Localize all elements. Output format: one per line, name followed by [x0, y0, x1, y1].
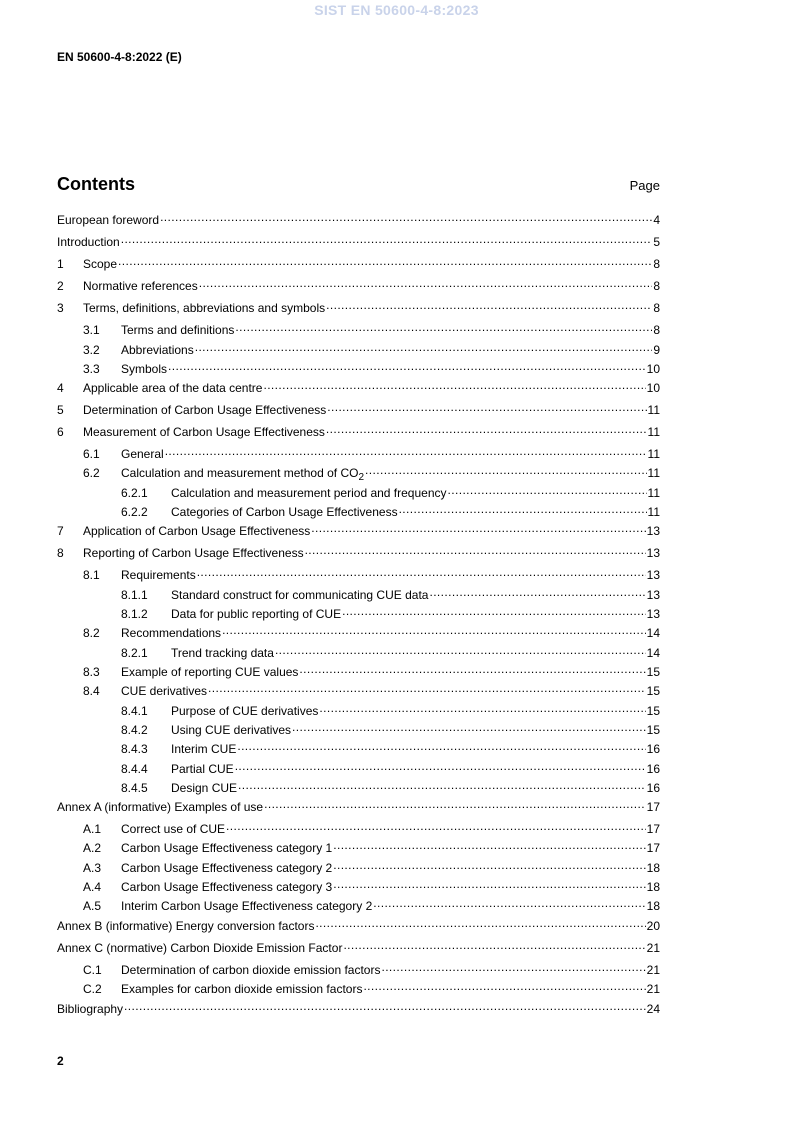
toc-entry-title-text: Abbreviations — [121, 343, 194, 357]
toc-entry-title — [57, 941, 342, 956]
toc-entry[interactable] — [57, 545, 660, 560]
toc-entry-number: 8.4.2 — [121, 723, 148, 737]
toc-dot-leader — [118, 256, 652, 268]
toc-entry[interactable] — [57, 256, 660, 271]
toc-entry-title — [171, 607, 341, 622]
toc-entry-page: 8 — [653, 323, 660, 337]
toc-entry-number: A.4 — [83, 880, 102, 894]
toc-entry-title — [121, 626, 221, 641]
toc-dot-leader — [315, 918, 645, 930]
toc-entry-title-text: Standard construct for communicating CUE data — [171, 588, 429, 602]
toc-entry[interactable] — [57, 981, 660, 996]
toc-entry[interactable] — [57, 879, 660, 894]
toc-entry[interactable] — [57, 504, 660, 519]
toc-dot-leader — [299, 664, 645, 676]
toc-dot-leader — [305, 545, 646, 557]
toc-entry-title — [83, 524, 310, 539]
toc-entry[interactable] — [57, 840, 660, 855]
toc-entry-title-text: Symbols — [121, 362, 168, 376]
toc-entry-page: 21 — [646, 982, 660, 996]
toc-entry-title-text: Design CUE — [171, 781, 238, 795]
toc-entry-page: 18 — [646, 899, 660, 913]
toc-entry-title-text: Applicable area of the data centre — [83, 381, 263, 395]
toc-entry-title — [83, 381, 262, 396]
toc-entry-title-text: Example of reporting CUE values — [121, 665, 299, 679]
toc-entry-title — [121, 665, 298, 680]
toc-dot-leader — [168, 361, 646, 373]
toc-entry-title — [121, 466, 364, 482]
toc-entry[interactable] — [57, 1001, 660, 1016]
toc-entry-title-text: Interim CUE — [171, 742, 237, 756]
toc-dot-leader — [160, 212, 652, 224]
toc-entry-title-text: Normative references — [83, 279, 198, 293]
toc-entry[interactable] — [57, 761, 660, 776]
toc-entry-title-text: Recommendations — [121, 626, 222, 640]
toc-entry-title — [171, 762, 234, 777]
toc-entry[interactable] — [57, 278, 660, 293]
toc-entry-title — [121, 861, 332, 876]
toc-entry-page: 13 — [646, 568, 660, 582]
toc-entry-title-text: Examples for carbon dioxide emission factors — [121, 982, 363, 996]
toc-entry-number: 6.2.1 — [121, 486, 148, 500]
toc-entry-title — [121, 899, 372, 914]
toc-entry[interactable] — [57, 741, 660, 756]
toc-entry-title-text: Carbon Usage Effectiveness category 3 — [121, 880, 333, 894]
toc-entry-title — [121, 323, 234, 338]
toc-entry-page: 11 — [647, 505, 660, 519]
toc-entry-number: A.3 — [83, 861, 102, 875]
toc-entry-title-text: Scope — [83, 257, 118, 271]
toc-entry-page: 24 — [646, 1002, 660, 1016]
toc-entry[interactable] — [57, 860, 660, 875]
toc-dot-leader — [235, 761, 646, 773]
toc-entry[interactable] — [57, 587, 660, 602]
toc-entry[interactable] — [57, 703, 660, 718]
toc-entry-title — [121, 982, 362, 997]
toc-entry[interactable] — [57, 940, 660, 955]
toc-entry-page: 21 — [646, 963, 660, 977]
toc-entry-number: C.2 — [83, 982, 102, 996]
toc-entry-page: 13 — [646, 607, 660, 621]
toc-entry-title — [83, 403, 326, 418]
toc-dot-leader — [165, 446, 647, 458]
toc-dot-leader — [326, 424, 647, 436]
toc-entry[interactable] — [57, 424, 660, 439]
toc-entry-subscript: 2 — [358, 472, 365, 483]
toc-entry-page: 15 — [646, 704, 660, 718]
toc-dot-leader — [363, 981, 645, 993]
toc-entry-page: 8 — [653, 257, 660, 271]
toc-entry[interactable] — [57, 567, 660, 582]
toc-entry-page: 5 — [653, 235, 660, 249]
toc-entry-number: 8 — [57, 546, 64, 560]
page-column-heading: Page — [629, 178, 660, 193]
toc-entry-number: 2 — [57, 279, 64, 293]
toc-entry[interactable] — [57, 465, 660, 483]
toc-entry[interactable] — [57, 446, 660, 461]
toc-entry[interactable] — [57, 234, 660, 249]
toc-entry-title-text: General — [121, 447, 164, 461]
toc-entry-page: 16 — [646, 781, 660, 795]
toc-entry-title — [171, 505, 398, 520]
toc-entry[interactable] — [57, 962, 660, 977]
toc-entry-number: 1 — [57, 257, 64, 271]
toc-entry-number: 6 — [57, 425, 64, 439]
toc-entry[interactable] — [57, 722, 660, 737]
toc-entry-number: 6.2 — [83, 466, 100, 480]
toc-entry-title-text: Terms and definitions — [121, 323, 235, 337]
toc-entry-number: 8.4.1 — [121, 704, 148, 718]
toc-entry-number: 8.1 — [83, 568, 100, 582]
toc-entry-title-text: Carbon Usage Effectiveness category 1 — [121, 841, 333, 855]
toc-entry-number: 8.2.1 — [121, 646, 148, 660]
toc-entry-number: 6.1 — [83, 447, 100, 461]
toc-entry-title-text: Data for public reporting of CUE — [171, 607, 342, 621]
toc-entry-page: 18 — [646, 880, 660, 894]
toc-entry-page: 11 — [647, 486, 660, 500]
toc-entry-number: 3.2 — [83, 343, 100, 357]
toc-entry-page: 17 — [646, 841, 660, 855]
toc-entry[interactable] — [57, 402, 660, 417]
toc-entry-title-text: Correct use of CUE — [121, 822, 226, 836]
toc-entry-number: A.2 — [83, 841, 102, 855]
toc-entry[interactable] — [57, 645, 660, 660]
toc-entry[interactable] — [57, 625, 660, 640]
toc-entry-title — [83, 257, 117, 272]
toc-entry-title-text: Calculation and measurement method of CO — [121, 466, 359, 480]
toc-entry-title-text: Determination of carbon dioxide emission factors — [121, 963, 381, 977]
toc-dot-leader — [238, 780, 646, 792]
toc-entry-title — [121, 362, 167, 377]
toc-entry-title — [171, 486, 447, 501]
toc-entry-page: 16 — [646, 762, 660, 776]
toc-entry-page: 11 — [647, 447, 660, 461]
toc-entry-title-text: Determination of Carbon Usage Effectiveness — [83, 403, 327, 417]
toc-entry-page: 11 — [647, 403, 660, 417]
toc-entry-title-text: Partial CUE — [171, 762, 234, 776]
toc-entry-title — [121, 880, 332, 895]
toc-entry-title-text: Annex C (normative) Carbon Dioxide Emission Factor — [57, 941, 343, 955]
toc-entry-page: 15 — [646, 665, 660, 679]
toc-entry-title — [121, 447, 164, 462]
toc-dot-leader — [275, 645, 646, 657]
toc-entry-number: 8.4.3 — [121, 742, 148, 756]
toc-entry-title-text: Application of Carbon Usage Effectiveness — [83, 524, 311, 538]
toc-entry-title — [121, 568, 196, 583]
toc-entry-title — [83, 301, 325, 316]
toc-entry-page: 20 — [646, 919, 660, 933]
toc-entry-title-text: Calculation and measurement period and frequency — [171, 486, 447, 500]
toc-dot-leader — [235, 322, 652, 334]
toc-entry-title — [171, 704, 318, 719]
toc-entry-title-text: Terms, definitions, abbreviations and symbols — [83, 301, 326, 315]
toc-entry-page: 17 — [646, 800, 660, 814]
toc-entry-number: 8.4 — [83, 684, 100, 698]
watermark: SIST EN 50600-4-8:2023 — [314, 2, 479, 18]
toc-entry-number: 8.2 — [83, 626, 100, 640]
toc-entry-title-text: CUE derivatives — [121, 684, 208, 698]
toc-entry[interactable] — [57, 212, 660, 227]
toc-entry[interactable] — [57, 300, 660, 315]
toc-dot-leader — [195, 342, 653, 354]
toc-dot-leader — [327, 402, 646, 414]
toc-entry-number: 5 — [57, 403, 64, 417]
toc-entry-page: 15 — [646, 723, 660, 737]
toc-dot-leader — [292, 722, 646, 734]
toc-entry-title — [121, 684, 207, 699]
toc-entry[interactable] — [57, 380, 660, 395]
toc-entry-title — [57, 800, 263, 815]
toc-entry-page: 8 — [653, 301, 660, 315]
toc-entry-number: 6.2.2 — [121, 505, 148, 519]
toc-entry-page: 16 — [646, 742, 660, 756]
toc-entry-page: 10 — [646, 362, 660, 376]
toc-entry-title-text: Bibliography — [57, 1002, 124, 1016]
toc-entry-number: 8.1.1 — [121, 588, 148, 602]
toc-dot-leader — [264, 799, 646, 811]
toc-entry-page: 4 — [653, 213, 660, 227]
toc-entry-number: 4 — [57, 381, 64, 395]
toc-entry-title-text: Carbon Usage Effectiveness category 2 — [121, 861, 333, 875]
toc-dot-leader — [121, 234, 653, 246]
toc-entry-title — [121, 822, 225, 837]
toc-entry-number: C.1 — [83, 963, 102, 977]
toc-entry-title — [171, 742, 236, 757]
toc-entry-page: 11 — [647, 466, 660, 480]
toc-dot-leader — [124, 1001, 646, 1013]
toc-dot-leader — [311, 523, 645, 535]
toc-entry[interactable] — [57, 918, 660, 933]
toc-dot-leader — [197, 567, 646, 579]
toc-entry-page: 11 — [647, 425, 660, 439]
toc-entry-page: 21 — [646, 941, 660, 955]
toc-entry-title — [57, 235, 120, 250]
toc-entry-page: 17 — [646, 822, 660, 836]
toc-entry-title-text: Annex A (informative) Examples of use — [57, 800, 264, 814]
toc-entry-number: A.5 — [83, 899, 102, 913]
toc-entry-title — [121, 963, 380, 978]
toc-entry-page: 13 — [646, 588, 660, 602]
toc-entry-title-text: Annex B (informative) Energy conversion factors — [57, 919, 315, 933]
toc-entry[interactable] — [57, 683, 660, 698]
toc-entry[interactable] — [57, 799, 660, 814]
toc-entry-number: 8.1.2 — [121, 607, 148, 621]
toc-entry-number: 3.3 — [83, 362, 100, 376]
toc-entry-title — [171, 588, 428, 603]
toc-entry-page: 10 — [646, 381, 660, 395]
toc-entry-title-text: European foreword — [57, 213, 160, 227]
toc-entry[interactable] — [57, 821, 660, 836]
toc-entry-number: 3.1 — [83, 323, 100, 337]
toc-entry-title — [83, 425, 325, 440]
toc-entry-title — [57, 213, 159, 228]
toc-entry[interactable] — [57, 780, 660, 795]
toc-entry-page: 18 — [646, 861, 660, 875]
toc-entry-title — [121, 841, 332, 856]
toc-dot-leader — [343, 940, 645, 952]
toc-entry-page: 8 — [653, 279, 660, 293]
toc-entry[interactable] — [57, 664, 660, 679]
toc-entry[interactable] — [57, 606, 660, 621]
toc-dot-leader — [263, 380, 645, 392]
toc-entry-number: 8.3 — [83, 665, 100, 679]
toc-dot-leader — [237, 741, 645, 753]
toc-entry-title-text: Categories of Carbon Usage Effectiveness — [171, 505, 398, 519]
toc-entry-number: 8.4.5 — [121, 781, 148, 795]
page-number: 2 — [57, 1054, 64, 1068]
toc-dot-leader — [226, 821, 646, 833]
toc-entry[interactable] — [57, 898, 660, 913]
toc-entry-title-text: Introduction — [57, 235, 120, 249]
toc-dot-leader — [199, 278, 653, 290]
document-id: EN 50600-4-8:2022 (E) — [57, 50, 182, 64]
toc-entry-number: 3 — [57, 301, 64, 315]
toc-entry-title-text: Reporting of Carbon Usage Effectiveness — [83, 546, 304, 560]
toc-entry[interactable] — [57, 361, 660, 376]
toc-entry-title-text: Trend tracking data — [171, 646, 274, 660]
toc-dot-leader — [319, 703, 645, 715]
toc-entry-page: 14 — [646, 626, 660, 640]
contents-heading: Contents — [57, 174, 135, 194]
toc-entry-number: 7 — [57, 524, 64, 538]
toc-entry-title-text: Interim Carbon Usage Effectiveness category 2 — [121, 899, 373, 913]
toc-entry-number: 8.4.4 — [121, 762, 148, 776]
toc-entry-title-text: Measurement of Carbon Usage Effectiveness — [83, 425, 325, 439]
toc-entry[interactable] — [57, 322, 660, 337]
toc-entry-title — [171, 646, 274, 661]
toc-dot-leader — [333, 879, 645, 891]
toc-entry-title-text: Requirements — [121, 568, 196, 582]
toc-entry[interactable] — [57, 485, 660, 500]
toc-dot-leader — [365, 465, 647, 477]
toc-entry-title — [57, 1002, 123, 1017]
toc-dot-leader — [326, 300, 652, 312]
toc-entry-title-text: Purpose of CUE derivatives — [171, 704, 319, 718]
toc-entry-page: 13 — [646, 546, 660, 560]
toc-entry-title — [57, 919, 314, 934]
toc-dot-leader — [333, 860, 645, 872]
toc-dot-leader — [342, 606, 646, 618]
toc-entry-title-text: Using CUE derivatives — [171, 723, 292, 737]
toc-dot-leader — [222, 625, 646, 637]
toc-entry-title — [121, 343, 194, 358]
toc-dot-leader — [381, 962, 645, 974]
toc-entry-page: 9 — [653, 343, 660, 357]
toc-dot-leader — [333, 840, 645, 852]
toc-entry-title — [83, 546, 304, 561]
toc-entry-page: 13 — [646, 524, 660, 538]
toc-dot-leader — [373, 898, 645, 910]
toc-dot-leader — [448, 485, 647, 497]
toc-dot-leader — [208, 683, 646, 695]
toc-entry-page: 14 — [646, 646, 660, 660]
toc-entry-title — [171, 781, 237, 796]
toc-entry-title — [171, 723, 291, 738]
toc-entry[interactable] — [57, 523, 660, 538]
toc-entry-page: 15 — [646, 684, 660, 698]
toc-entry-title — [83, 279, 198, 294]
toc-entry[interactable] — [57, 342, 660, 357]
toc-dot-leader — [399, 504, 647, 516]
toc-dot-leader — [429, 587, 645, 599]
toc-entry-number: A.1 — [83, 822, 102, 836]
